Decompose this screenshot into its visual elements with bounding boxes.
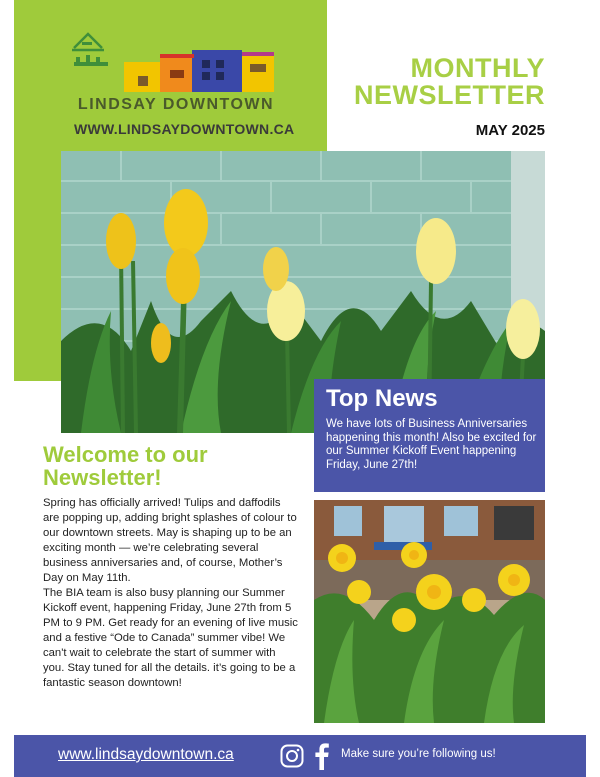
instagram-icon[interactable] [280, 744, 304, 768]
welcome-heading: Welcome to our Newsletter! [43, 442, 208, 490]
daffodils-photo [314, 500, 545, 723]
welcome-paragraph-2: The BIA team is also busy planning our Summer Kickoff event, happening Friday, June 27th from 5 PM to 9 PM. Get ready for an evening of live music and a festive “Ode to Canada” summer vibe! We can't wait to celebrate the start of summer with you. Stay tuned for all the details. it’s going to be a fantastic season downtown! [43, 587, 298, 689]
newsletter-title [330, 55, 545, 109]
follow-us-note: Make sure you’re following us! [341, 748, 496, 760]
welcome-body [43, 496, 298, 691]
welcome-paragraph-1: Spring has officially arrived! Tulips and daffodils are popping up, adding bright splashes of colour to our downtown streets. May is shaping up to be an exciting month — we’re celebrating several business anniversaries and, of course, Mother’s Day on May 11th. [43, 497, 297, 584]
logo-wordmark: LINDSAY DOWNTOWN [77, 96, 275, 113]
header-website-link[interactable]: WWW.LINDSAYDOWNTOWN.CA [74, 121, 295, 137]
daffodils-image [314, 500, 545, 723]
footer-bar [14, 735, 586, 777]
top-news-body: We have lots of Business Anniversaries happening this month! Also be excited for our Summer Kickoff Event happening Friday, June 27th! [326, 418, 537, 471]
title-line-monthly: MONTHLY [410, 53, 545, 83]
top-news-heading: Top News [326, 385, 438, 412]
title-line-newsletter: NEWSLETTER [354, 80, 545, 110]
top-news-box [314, 379, 545, 492]
issue-date: MAY 2025 [475, 122, 545, 139]
footer-website-link[interactable]: www.lindsaydowntown.ca [58, 746, 234, 763]
storefronts-logo-graphic [66, 28, 286, 96]
facebook-icon[interactable] [314, 742, 330, 770]
